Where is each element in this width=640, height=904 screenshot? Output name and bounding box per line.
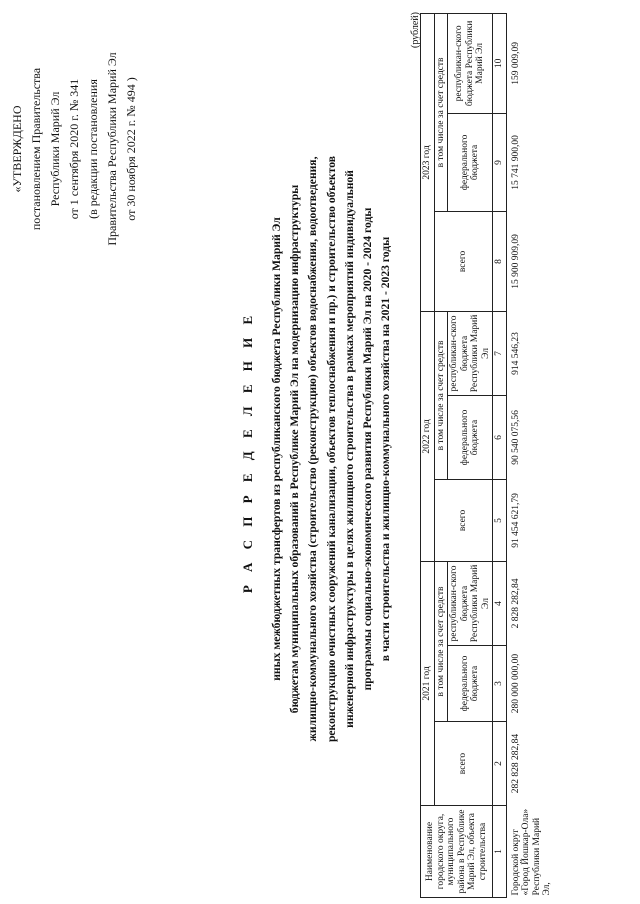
total-header: всего — [434, 211, 493, 311]
document-subtitle — [268, 104, 395, 794]
subtitle-line: в части строительства и жилищно-коммунального хозяйства на 2021 - 2023 годы — [379, 236, 393, 662]
subtitle-line: программы социально-экономического развития Республики Марий Эл на 2020 - 2024 годы — [361, 207, 375, 691]
year-header: 2022 год — [421, 311, 435, 561]
municipality-name: Городской округ «Город Йошкар-Ола» Республики Марий Эл, — [510, 808, 552, 896]
approval-line: от 1 сентября 2020 г. № 341 — [67, 78, 81, 220]
approval-line: (в редакции постановления — [86, 79, 100, 219]
column-number: 9 — [493, 113, 507, 211]
subtitle-line: бюджетам муниципальных образований в Республике Марий Эл на модернизацию инфраструктуры — [288, 184, 302, 714]
column-number: 3 — [493, 646, 507, 722]
table-row — [506, 13, 554, 897]
federal-header: федерального бюджета — [448, 646, 493, 722]
total-header: всего — [434, 722, 493, 806]
subtitle-line: иных межбюджетных трансфертов из республиканского бюджета Республики Марий Эл — [270, 217, 283, 681]
value-cell: 15 741 900,00 — [510, 135, 521, 190]
name-column-header: Наименование городского округа, муниципального района в Республике Марий Эл, объекта строительства — [421, 806, 493, 898]
subtitle-line: инженерной инфраструктуры в целях жилищного строительства в рамках мероприятий индивидуальной — [342, 170, 356, 728]
including-header: в том числе за счет средств — [434, 561, 448, 721]
federal-header: федерального бюджета — [448, 395, 493, 479]
document-title: Р А С П Р Е Д Е Л Е Н И Е — [240, 310, 255, 594]
value-cell: 91 454 621,79 — [510, 493, 521, 548]
subtitle-line: реконструкцию очистных сооружений канализации, объектов теплоснабжения и пр.) и строительство объектов — [324, 155, 338, 743]
total-header: всего — [434, 479, 493, 561]
year-header: 2021 год — [421, 561, 435, 805]
federal-header: федерального бюджета — [448, 113, 493, 211]
value-cell: 15 900 909,09 — [510, 234, 521, 289]
column-number: 1 — [493, 806, 507, 898]
column-number: 2 — [493, 722, 507, 806]
including-header: в том числе за счет средств — [434, 13, 448, 211]
column-number: 10 — [493, 13, 507, 113]
approval-line: постановлением Правительства — [29, 67, 43, 231]
column-number: 4 — [493, 561, 507, 645]
column-number: 8 — [493, 211, 507, 311]
subtitle-line: жилищно-коммунального хозяйства (строительство (реконструкцию) объектов водоснабжения, водоотведения, — [306, 156, 320, 742]
approval-line: Правительства Республики Марий Эл — [105, 52, 119, 246]
approval-line: Республики Марий Эл — [48, 91, 62, 207]
distribution-table — [420, 13, 554, 898]
column-number: 6 — [493, 395, 507, 479]
currency-unit: (рублей) — [410, 12, 421, 49]
value-cell: 282 828 282,84 — [510, 733, 521, 794]
value-cell: 159 009,09 — [510, 42, 521, 85]
column-number: 5 — [493, 479, 507, 561]
header-row-incl — [434, 13, 448, 897]
value-cell: 914 546,23 — [510, 332, 521, 375]
approval-line: «УТВЕРЖДЕНО — [10, 105, 24, 193]
column-number-row — [493, 13, 507, 897]
value-cell: 90 540 075,56 — [510, 410, 521, 465]
approval-line: от 30 ноября 2022 г. № 494 ) — [124, 77, 138, 221]
republic-header: республикан-ского бюджета Республики Марий Эл — [448, 561, 493, 645]
approval-stamp — [8, 24, 141, 274]
value-cell: 2 828 282,84 — [510, 578, 521, 629]
value-cell: 280 000 000,00 — [510, 653, 521, 714]
republic-header: республикан-ского бюджета Республики Марий Эл — [448, 13, 493, 113]
year-header: 2023 год — [421, 13, 435, 311]
including-header: в том числе за счет средств — [434, 311, 448, 479]
header-row-years — [421, 13, 435, 897]
republic-header: республикан-ского бюджета Республики Марий Эл — [448, 311, 493, 395]
column-number: 7 — [493, 311, 507, 395]
